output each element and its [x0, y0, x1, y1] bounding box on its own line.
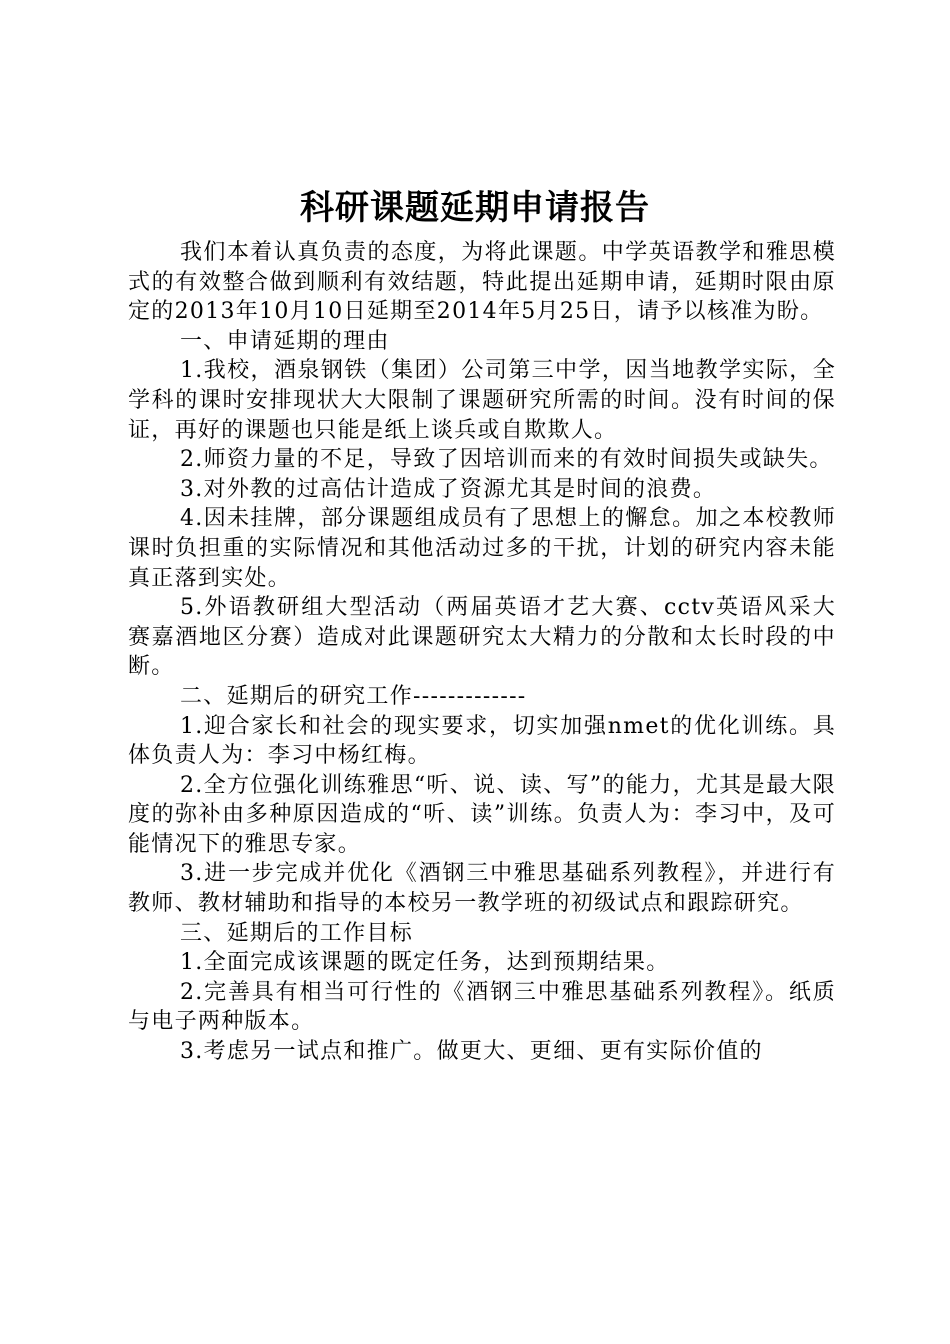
reason-item-3: 3.对外教的过高估计造成了资源尤其是时间的浪费。: [180, 476, 717, 502]
section-heading-reasons: 一、申请延期的理由: [180, 328, 390, 354]
intro-paragraph: 我们本着认真负责的态度，为将此课题。中学英语教学和雅思模式的有效整合做到顺利有效结题，特此提出延期申请，延期时限由原定的2013年10月10日延期至2014年5月25日，请予以核准为盼。: [128, 240, 836, 325]
goal-item-2: 2.完善具有相当可行性的《酒钢三中雅思基础系列教程》。纸质与电子两种版本。: [128, 979, 836, 1035]
goal-item-1: 1.全面完成该课题的既定任务，达到预期结果。: [180, 950, 670, 976]
document-body: [128, 238, 836, 1067]
reason-item-1: 1.我校，酒泉钢铁（集团）公司第三中学，因当地教学实际，全学科的课时安排现状大大限制了课题研究所需的时间。没有时间的保证，再好的课题也只能是纸上谈兵或自欺欺人。: [128, 358, 836, 443]
goal-item-3: 3.考虑另一试点和推广。做更大、更细、更有实际价值的: [180, 1039, 763, 1065]
reason-item-4: 4.因未挂牌，部分课题组成员有了思想上的懈怠。加之本校教师课时负担重的实际情况和其他活动过多的干扰，计划的研究内容未能真正落到实处。: [128, 506, 836, 591]
work-item-3: 3.进一步完成并优化《酒钢三中雅思基础系列教程》，并进行有教师、教材辅助和指导的本校另一教学班的初级试点和跟踪研究。: [128, 861, 836, 917]
document-title: 科研课题延期申请报告: [300, 188, 650, 228]
reason-item-5: 5.外语教研组大型活动（两届英语才艺大赛、cctv英语风采大赛嘉酒地区分赛）造成对此课题研究太大精力的分散和太长时段的中断。: [128, 595, 836, 680]
work-item-2: 2.全方位强化训练雅思“听、说、读、写”的能力，尤其是最大限度的弥补由多种原因造成的“听、读”训练。负责人为：李习中，及可能情况下的雅思专家。: [128, 772, 836, 857]
work-item-1: 1.迎合家长和社会的现实要求，切实加强nmet的优化训练。具体负责人为：李习中杨红梅。: [128, 713, 836, 769]
section-heading-research-work: 二、延期后的研究工作-------------: [180, 683, 527, 709]
reason-item-2: 2.师资力量的不足，导致了因培训而来的有效时间损失或缺失。: [180, 447, 833, 473]
section-heading-goals: 三、延期后的工作目标: [180, 920, 414, 946]
